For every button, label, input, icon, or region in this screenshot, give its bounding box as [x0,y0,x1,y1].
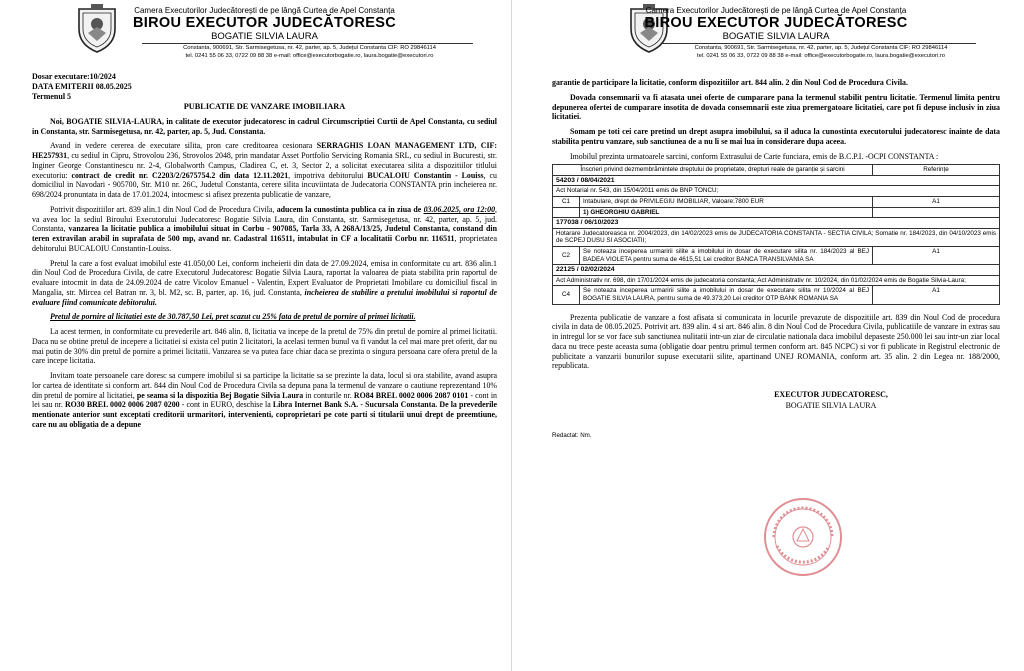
invite-pre: Invitam toate persoanele care doresc sa cumpere imobilul si sa participe la licitatie sa se prezinte la data, locul si ora stabilite, avand asupra lor cartea de identitate si conform art. 844 din Noul Cod de Procedura Civila sa depuna pana la termenul de vanzare o cautiune reprezentand 10% din pretul de pornire al licitatiei, [32,371,497,400]
address-line: Constanta, 900691, Str. Sarmisegetusa, nr. 42, parter, ap. 5, Județul Constanta CIF: RO 29846114 [694,45,948,51]
table-row [553,265,1000,276]
summon-text: Somam pe toti cei care pretind un drept asupra imobilului, sa il aduca la cunostinta executorului judecatoresc inainte de data stabilita pentru vanzare, sub sanctiunea de a nu li se mai lua in considerare dupa aceea. [552,127,1000,146]
invite-mid: in conturile nr. [305,390,352,400]
start-price-paragraph [32,312,497,322]
document-page-2 [512,0,1024,671]
notice-mid: , va avea loc la sediul Biroului Executorului Judecatoresc Bogatie Silvia Laura, din Constanta, str. Sarmisegetusa, nr. 42, parter, ap. 5, jud. Constanta, [32,204,497,234]
official-stamp-icon [762,496,844,578]
entry-ref-empty [873,207,1000,218]
next-term-paragraph: La acest termen, in conformitate cu prevederile art. 846 alin. 8, licitatia va incepe de la pretul de 75% din pretul de pornire al primei licitatii. Daca nu se obtine pretul de incepere a licitatiei si exista cel putin 2 licitatori, la acelasi termen bunul va fi vandut la cel mai mare pret oferit, dar nu mai putin de 30% din pretul de pornire a primei licitatii. Vanzarea se va putea face chiar daca se prezinta o singura persoana care ofera pretul de la care incepe licitatia. [32,327,497,366]
office-title: BIROU EXECUTOR JUDECĂTORESC [644,15,908,31]
entry-ref: A1 [873,247,1000,265]
address-line: Constanta, 900691, Str. Sarmisegetusa, nr. 42, parter, ap. 5, Județul Constanta CIF: RO 29846114 [183,45,436,51]
table-row [553,186,1000,197]
entry-text: Intabulare, drept de PRIVILEGIU IMOBILIAR, Valoare:7800 EUR [580,197,873,208]
guarantee-paragraph [32,371,497,430]
entry-ref: A1 [873,197,1000,208]
office-title: BIROU EXECUTOR JUDECĂTORESC [133,15,396,31]
dossier-meta [32,72,497,102]
entry-act: Act Administrativ nr. 698, din 17/01/2024 emis de judecatoria constanta; Act Administrativ nr. 10/2024, din 01/02/2024 emis de Bogatie Silvia-Laura; [553,275,1000,286]
iban-eur: RO30 BREL 0002 0006 2087 0200 [64,400,180,410]
encumbrance-table [552,164,1000,304]
debtor-pre: , impotriva debitorului [288,170,364,180]
proof-paragraph [552,93,1000,122]
table-row [553,218,1000,229]
table-row [553,275,1000,286]
creditor-name: SERRAGHIS LOAN MANAGEMENT LTD, CIF: HE257931 [32,141,497,160]
letterhead [32,0,497,62]
executor-name: BOGATIE SILVIA LAURA [211,31,318,42]
header-ref: Referințe [873,165,1000,176]
price-text: Pretul la care a fost evaluat imobilul este 41.050,00 Lei, conform incheierii din data de 27.09.2024, emisa in conformitate cu art. 836 alin.1 din Noul Cod de Procedura Civila, de catre Executorul Judecatoresc Bogatie Silvia Laura, raportat la valoarea de piata stabilita prin raportul de evaluare intocmit in data de 24.09.2024 de catre Vicolov Emanuel - Valentin, Expert Evaluator de Proprietati Imobilare cu domiciliul fiscal in Mangalia, str. Mircea cel Batran nr. 3, bl. M2, sc. B, parter, ap. 16, jud. Constanta, [32,258,497,297]
invite-mid2: - cont in lei sau nr. [32,390,497,410]
table-row [553,175,1000,186]
header-divider [662,43,976,44]
header-divider [142,43,473,44]
emission-date: DATA EMITERII 08.05.2025 [32,82,132,91]
contact-line: tel. 0241 55 06 33, 0722 09 88 38 e-mail: office@executorbogatie.ro, laura.bogatie@executori.ro [185,53,434,59]
notice-pre: Potrivit dispozitiilor art. 839 alin.1 din Noul Cod de Procedura Civila, [50,204,275,214]
table-row [553,247,1000,265]
entry-label: 22125 / 02/02/2024 [553,265,1000,276]
signature-name: BOGATIE SILVIA LAURA [785,401,877,411]
entry-text: Se noteaza inceperea urmaririi silite a imobilului in dosar de executare silita nr 10/2024 al BEJ BOGATIE SILVIA LAURA, pentru suma de 49.373,20 Lei creditor OTP BANK ROMANIA SA [580,286,873,304]
continuation-text: garantie de participare la licitatie, conform dispozitiilor art. 844 alin. 2 din Noul Cod de Procedura Civila. [552,78,908,87]
entry-act: Hotarare Judecatoreasca nr. 2004/2023, din 14/02/2023 emis de JUDECATORIA CONSTANTA - SECTIA CIVILA; Somatie nr. 184/2023, din 04/10/2023 emis de SCPEJ DUSU SI ASOCIATII; [553,228,1000,246]
property-owner: , proprietatea debitorului BUCALOIU Constantin-Louiss. [32,234,497,253]
summon-paragraph [552,127,1000,147]
header-main: Înscrieri privind dezmembrămintele dreptului de proprietate, drepturi reale de garanție și sarcini [553,165,873,176]
contract-ref: contract de credit nr. C2203/2/2675754.2 din data 12.11.2021 [71,170,289,180]
invite-bold: pe seama si la dispozitia Bej Bogatie Silvia Laura [136,390,304,400]
debtor-details: , cu domiciliul in Navodari - 905700, Str. M10 nr. 26C, Judetul Constanta, cerere silita incuviintata de Judecatoria CONSTANTA prin incheierea nr. 698/2024 pronuntata in data de 17.01.2024, intocmesc si afisez prezenta publicatie de vanzare, [32,170,497,199]
intro-paragraph [32,117,497,137]
table-row [553,228,1000,246]
entry-code: C4 [553,286,580,304]
intro-text: Noi, BOGATIE SILVIA-LAURA, in calitate de executor judecatoresc in cadrul Circumscriptiei Curtii de Apel Constanta, cu sediul in Constanta, str. Sarmisegetusa, nr. 42, parter, ap. 5, Jud. Constanta. [32,116,497,136]
invite-mid3: - cont in EURO, deschise la [181,400,271,410]
entry-label: 177038 / 06/10/2023 [553,218,1000,229]
property-description: vanzarea la licitatie publica a imobilului situat in Corbu - 907085, Tarla 33, A 268A/13/25, Judetul Constanta, constand din teren extravilan arabil in suprafata de 500 mp, avand nr. Cadastral 116511, intabulat in CF a localitatii Corbu nr. 116511 [32,224,497,243]
entry-beneficiary: 1) GHEORGHIU GABRIEL [580,207,873,218]
encumbrance-intro: Imobilul prezinta urmatoarele sarcini, conform Extrasului de Carte funciara, emis de B.C.P.I. -OCPI CONSTANTA : [570,151,939,161]
auction-date: 03.06.2025, ora 12:00 [423,204,496,214]
creditor-pre: Avand in vedere cererea de executare silita, pron care creditoarea cesionara [50,141,313,151]
page-2-body [552,78,1000,441]
term-number: Termenul 5 [32,92,72,101]
executor-name: BOGATIE SILVIA LAURA [722,31,830,42]
document-title: PUBLICATIE DE VANZARE IMOBILIARA [183,102,346,111]
entry-ref: A1 [873,286,1000,304]
creditor-paragraph [32,141,497,200]
auction-notice-paragraph [32,205,497,254]
entry-code: C1 [553,197,580,208]
entry-label: 54203 / 08/04/2021 [553,175,1000,186]
entry-code-empty [553,207,580,218]
table-row [553,197,1000,208]
creditor-details: , cu sediul in Cipru, Strovolou 236, Strovolos 2048, prin mandatar Asset Portfolio Servicing Romania SRL, cu sediul in Bucuresti, str. Inginer George Constantinescu nr. 2-4, Globalworth Campus, Cladirea C, et. 3, Sector 2, a solicitat executarea silita a dispozitiilor titlului executoriu: [32,151,497,180]
bank-and-exceptions: Libra Internet Bank S.A. - Sucursala Constanta. De la prevederile mentionate anterior sunt exceptati creditorii urmaritori, intervenienti, coproprietari pe cote parti si titularii unui drept de preemtiune, care nu au obligatia de a depune [32,400,497,429]
debtor-name: BUCALOIU Constantin - Louiss [367,170,484,180]
page-1-body [32,72,497,430]
iban-ron: RO84 BREL 0002 0006 2087 0101 [353,390,469,400]
signature-block [662,389,1000,411]
notice-bold: aducem la cunostinta publica ca in ziua de [276,204,422,214]
redacted-by: Redactat: Nm. [552,432,592,440]
entry-code: C2 [553,247,580,265]
signature-title: EXECUTOR JUDECATORESC, [774,390,888,400]
guarantee-continuation [552,78,1000,88]
contact-line: tel. 0241 55 06 33, 0722 09 88 38 e-mail: office@executorbogatie.ro, laura.bogatie@executori.ro [697,53,945,59]
start-price: Pretul de pornire al licitatiei este de 30.787,50 Lei, pret scazut cu 25% fata de pretul de pornire al primei licitatii. [50,312,416,322]
table-header [553,165,1000,176]
letterhead [552,0,1000,62]
price-communication: incheierea de stabilire a pretului imobilului si raportul de evaluare fiind comunicate debitorului. [32,287,497,307]
entry-act: Act Notarial nr. 543, din 15/04/2011 emis de BNP TONCU; [553,186,1000,197]
chamber-name: Camera Executorilor Judecătorești de pe lângă Curtea de Apel Constanța [645,6,907,15]
table-row [553,286,1000,304]
entry-text: Se noteaza inceperea urmaririi silite a imobilului in dosar de executare silita nr. 184/2023 al BEJ BADEA VIOLETA pentru suma de 4615,51 Lei creditor BANCA TRANSILVANIA SA [580,247,873,265]
table-row [553,207,1000,218]
price-paragraph [32,259,497,308]
dossier-number: Dosar executare:10/2024 [32,72,116,81]
publication-paragraph: Prezenta publicatie de vanzare a fost afisata si comunicata in locurile prevazute de dispozitiile art. 839 din Noul Cod de procedura civila in data de 08.05.2025. Potrivit art. 839 alin. 4 si art. 846 alin. 8 din Noul Cod de Procedura Civila, publicatiile de vanzare in extras sau in intregul lor se vor face sub sanctiunea nulitatii intr-un ziar de circulatie nationala daca imobilul depaseste 250.000 lei sau intr-un ziar local daca nu trece peste aceasta suma (obligatie doar pentru primul termen conform art. 845 NCPC) si vor fi publicate in Registrul electronic de publicitate a vanzarii bunurilor supuse executarii silite, apartinand UNEJ ROMANIA, conform art. 35 alin. 2 din Legea nr. 188/2000, republicata. [552,312,1000,371]
proof-text: Dovada consemnarii va fi atasata unei oferte de cumparare pana la termenul stabilit pentru licitatie. Termenul limita pentru depunerea ofertei de cumparare insotita de dovada consemnarii este ziua premergatoare licitatiei, care pot fi depuse inclusiv in ziua licitatiei. [552,92,1000,122]
chamber-name: Camera Executorilor Judecătorești de pe lângă Curtea de Apel Constanța [134,6,395,15]
